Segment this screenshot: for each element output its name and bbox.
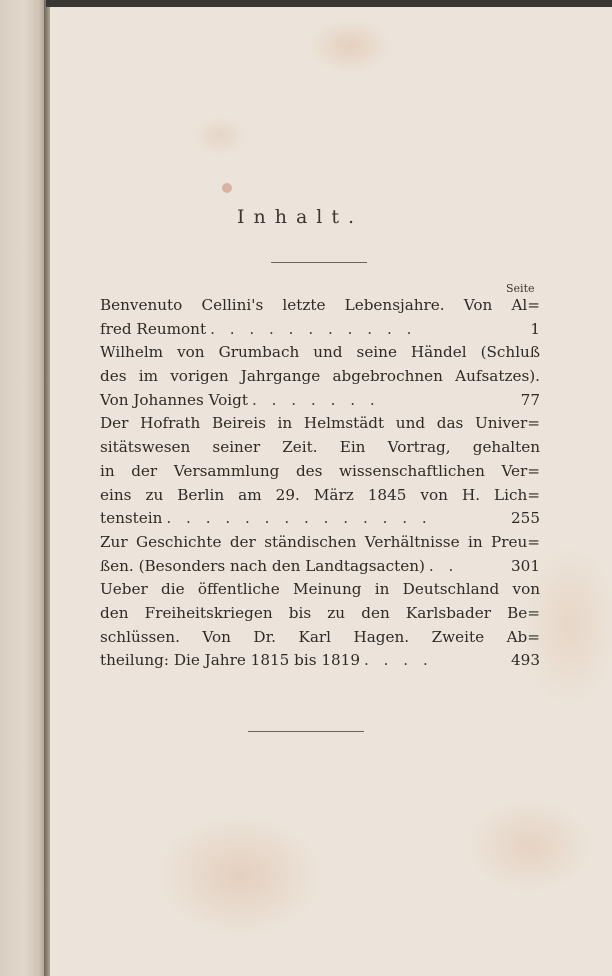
dot-leader: . . . . . . . . . . . . . . [166, 509, 432, 528]
dot-leader: . . . . . . . . . . . [210, 319, 417, 338]
top-edge [46, 0, 612, 7]
toc-entry-last-line [100, 649, 540, 673]
toc-entry-last-line [100, 389, 540, 413]
foxing-spot [222, 183, 232, 193]
dot-leader: . . [428, 556, 459, 575]
left-page-edge [0, 0, 46, 976]
toc-line: Zur Geschichte der ständischen Verhältnisse in Preu= [100, 532, 540, 551]
toc-entry-last-line [100, 555, 540, 579]
page-title: Inhalt. [236, 206, 364, 228]
title-rule [271, 262, 367, 263]
toc-line: schlüssen. Von Dr. Karl Hagen. Zweite Ab= [100, 627, 540, 646]
toc-line: Wilhelm von Grumbach und seine Händel (Schluß [100, 343, 540, 362]
page-number: 493 [511, 651, 540, 670]
toc-line: eins zu Berlin am 29. März 1845 von H. Lich= [100, 485, 540, 504]
page-column-header: Seite [506, 282, 535, 295]
table-of-contents [100, 294, 540, 673]
toc-line: ßen. (Besonders nach den Landtagsacten) [100, 556, 425, 575]
toc-line: theilung: Die Jahre 1815 bis 1819 [100, 651, 360, 670]
toc-line: den Freiheitskriegen bis zu den Karlsbader Be= [100, 603, 540, 622]
closing-rule [248, 731, 364, 732]
toc-line: in der Versammlung des wissenschaftlichen Ver= [100, 461, 540, 480]
page-number: 301 [511, 556, 540, 575]
toc-line: Von Johannes Voigt [100, 390, 248, 409]
toc-line: des im vorigen Jahrgange abgebrochnen Aufsatzes). [100, 367, 540, 386]
toc-line: Ueber die öffentliche Meinung in Deutschland von [100, 580, 540, 599]
dot-leader: . . . . . . . [251, 390, 380, 409]
toc-entry-last-line [100, 507, 540, 531]
page-number: 1 [530, 319, 540, 338]
toc-line: Benvenuto Cellini's letzte Lebensjahre. Von Al= [100, 296, 540, 314]
page-number: 77 [520, 390, 540, 409]
toc-entry-last-line [100, 318, 540, 342]
dot-leader: . . . . [364, 651, 433, 670]
toc-line: Der Hofrath Beireis in Helmstädt und das Univer= [100, 414, 540, 433]
page-number: 255 [511, 509, 540, 528]
toc-line: fred Reumont [100, 319, 207, 338]
toc-line: sitätswesen seiner Zeit. Ein Vortrag, gehalten [100, 438, 540, 457]
toc-line: tenstein [100, 509, 163, 528]
